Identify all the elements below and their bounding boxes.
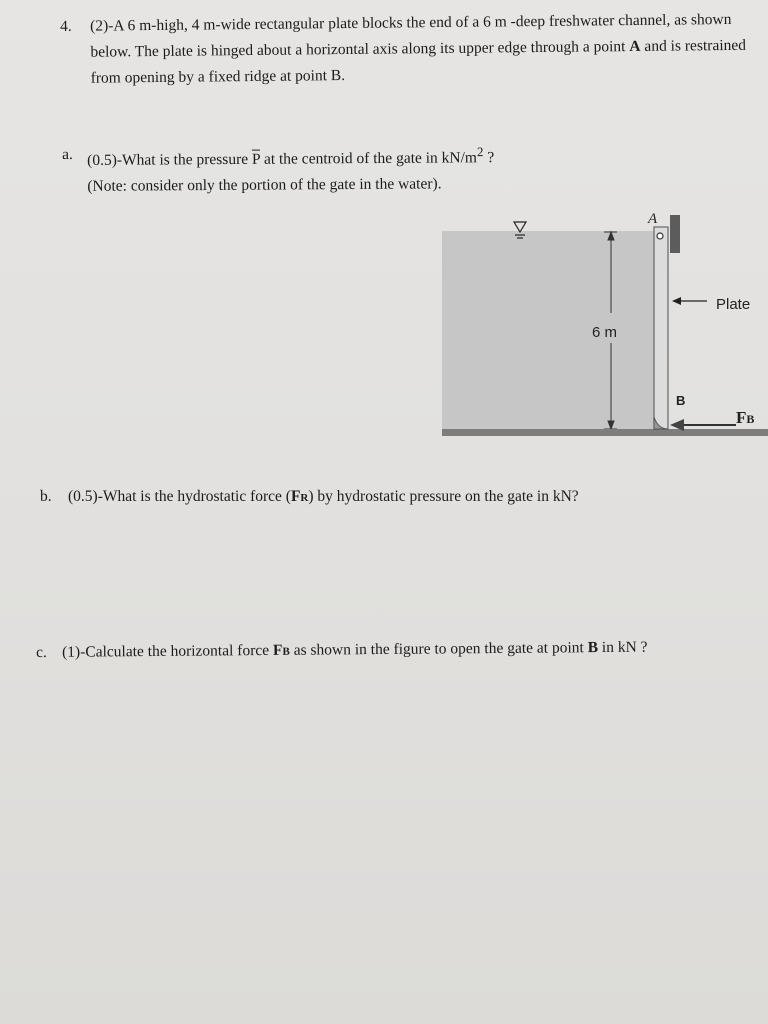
question-4	[60, 7, 751, 92]
part-b-text-1: (0.5)-What is the hydrostatic force (	[68, 488, 291, 505]
force-fr-sub: R	[300, 492, 309, 504]
question-number: 4.	[60, 17, 72, 35]
fb-label-sub: B	[746, 412, 755, 426]
part-c	[36, 634, 741, 667]
part-c-text-3: in kN ?	[597, 638, 648, 657]
part-a	[62, 138, 662, 200]
fb-label	[736, 408, 754, 427]
point-b-label: B	[676, 393, 686, 408]
part-b	[40, 484, 740, 511]
part-b-text	[68, 484, 740, 511]
plate-label: Plate	[716, 296, 751, 313]
part-a-text-3: ?	[483, 149, 495, 167]
part-a-text	[87, 138, 662, 200]
depth-label: 6 m	[592, 324, 618, 341]
question-text-1: -A 6 m-high, 4 m-wide rectangular plate blocks the end of a 6 m -deep freshwater channel, as shown below. The plate is hinged about a horizontal axis along its upper edge through a point	[90, 10, 732, 61]
plate-gate	[654, 227, 668, 429]
point-a-ref: A	[629, 37, 641, 56]
part-c-text-2: as shown in the figure to open the gate at point	[289, 639, 588, 659]
part-c-text-1: (1)-Calculate the horizontal force	[62, 641, 274, 661]
question-text-2: and is restrained from opening by a fixed ridge at point B.	[90, 36, 747, 87]
part-c-text	[62, 634, 741, 667]
ground	[442, 429, 768, 436]
part-b-text-2: ) by hydrostatic pressure on the gate in kN?	[308, 488, 579, 505]
part-a-label: a.	[62, 145, 73, 163]
fb-label-f: F	[736, 408, 747, 427]
plate-pointer-head	[672, 297, 681, 305]
gate-diagram	[436, 205, 768, 450]
question-points: (2)	[90, 17, 109, 35]
part-b-label: b.	[40, 488, 52, 505]
part-a-text-2: at the centroid of the gate in kN/m	[259, 149, 478, 168]
part-a-text-1: (0.5)-What is the pressure	[87, 150, 253, 169]
point-b-ref: B	[587, 639, 599, 657]
point-a-label: A	[648, 211, 658, 227]
part-c-label: c.	[36, 643, 47, 661]
force-fb-f: F	[272, 641, 283, 659]
hinge-pin	[657, 233, 663, 239]
force-fr-f: F	[290, 488, 301, 505]
pressure-symbol: $\overline{P}$	[251, 150, 261, 168]
force-fb-sub: B	[282, 645, 290, 658]
hinge-wall	[670, 215, 680, 253]
unit-superscript: 2	[476, 144, 484, 160]
water-region	[442, 231, 654, 429]
question-4-text	[90, 7, 751, 92]
part-a-note: (Note: consider only the portion of the gate in the water).	[87, 175, 442, 195]
